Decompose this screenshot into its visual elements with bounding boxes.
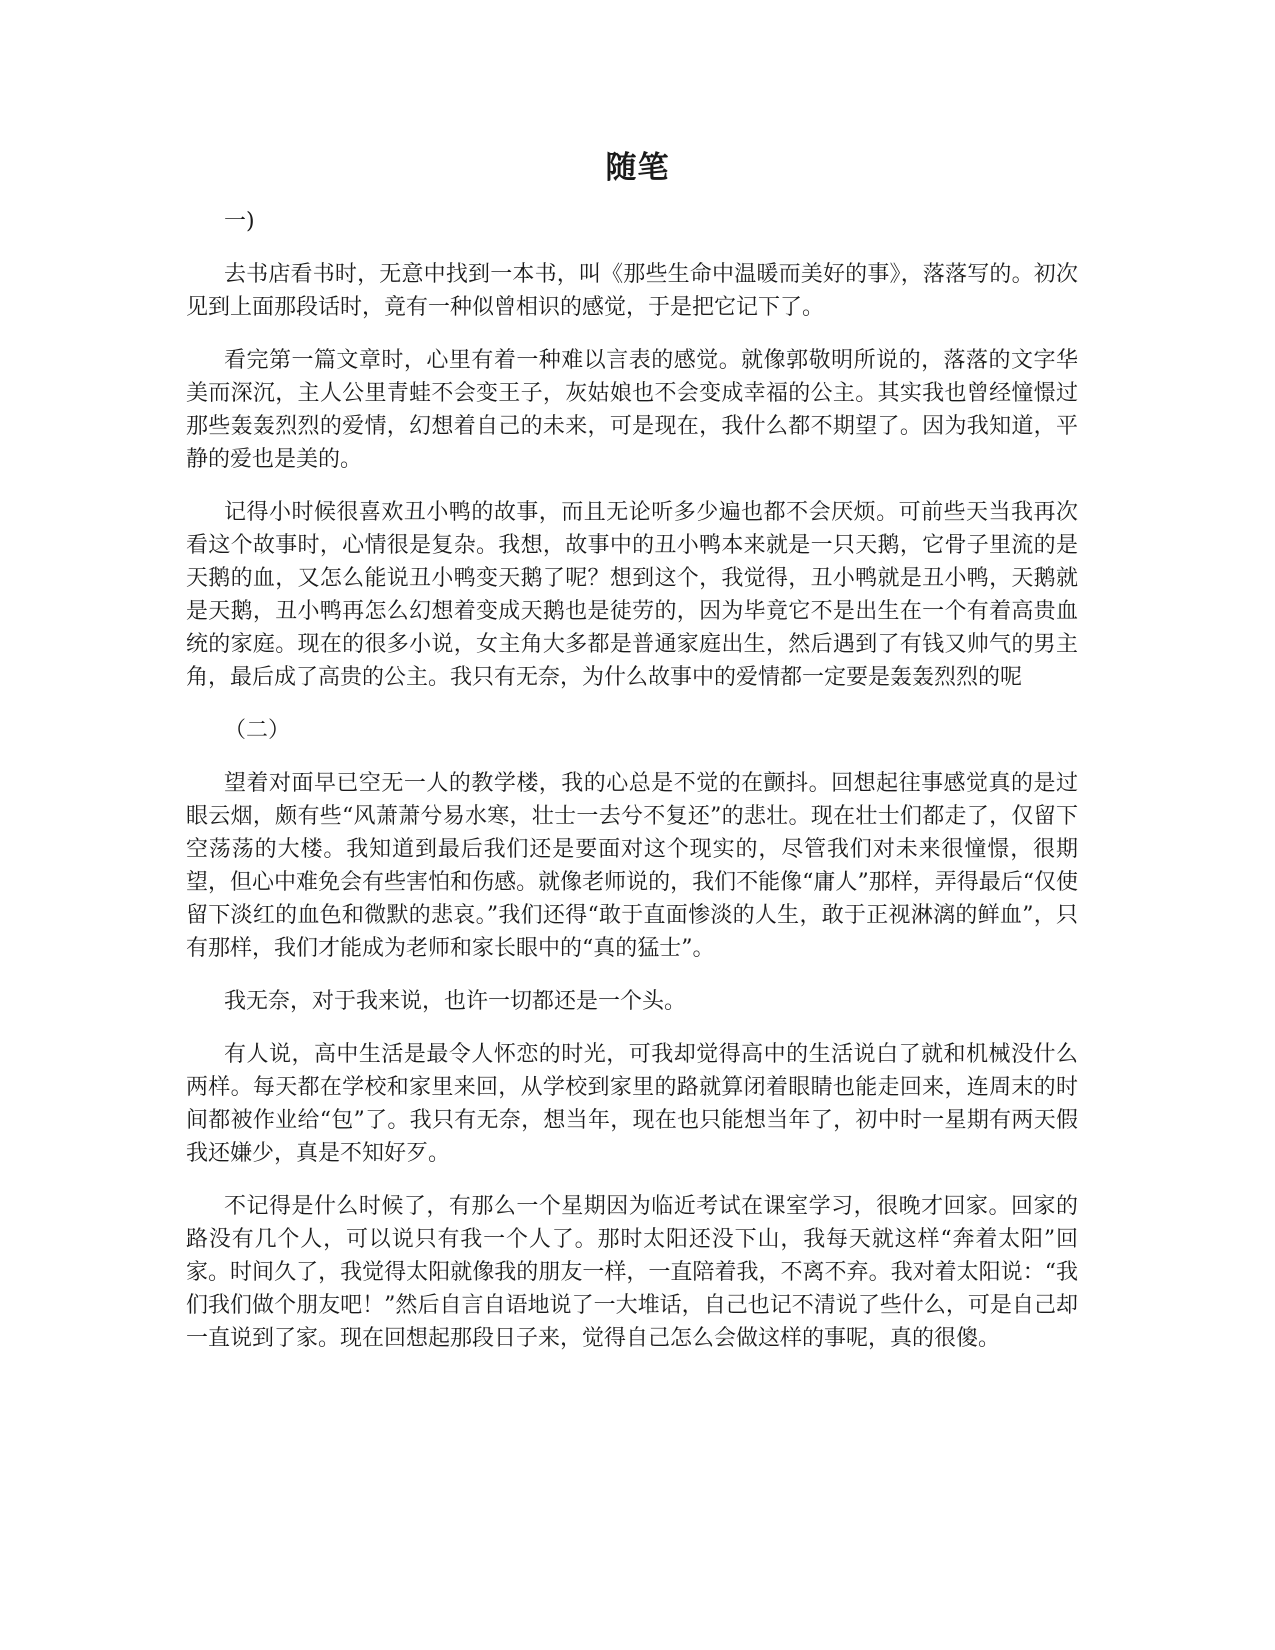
section-heading-1: 一) [224, 209, 255, 234]
paragraph-4: 望着对面早已空无一人的教学楼，我的心总是不觉的在颤抖。回想起往事感觉真的是过眼云烟，颇有些“风萧萧兮易水寒，壮士一去兮不复还”的悲壮。现在壮士们都走了，仅留下空荡荡的大楼。我知道到最后我们还是要面对这个现实的，尽管我们对未来很憧憬，很期望，但心中难免会有些害怕和伤感。就像老师说的，我们不能像“庸人”那样，弄得最后“仅使留下淡红的血色和微默的悲哀。”我们还得“敢于直面惨淡的人生，敢于正视淋漓的鲜血”，只有那样，我们才能成为老师和家长眼中的“真的猛士”。 [186, 771, 1078, 961]
document-title: 随笔 [605, 150, 670, 186]
paragraph-3: 记得小时候很喜欢丑小鸭的故事，而且无论听多少遍也都不会厌烦。可前些天当我再次看这个故事时，心情很是复杂。我想，故事中的丑小鸭本来就是一只天鹅，它骨子里流的是天鹅的血，又怎么能说丑小鸭变天鹅了呢？想到这个，我觉得，丑小鸭就是丑小鸭，天鹅就是天鹅，丑小鸭再怎么幻想着变成天鹅也是徒劳的，因为毕竟它不是出生在一个有着高贵血统的家庭。现在的很多小说，女主角大多都是普通家庭出生，然后遇到了有钱又帅气的男主角，最后成了高贵的公主。我只有无奈，为什么故事中的爱情都一定要是轰轰烈烈的呢 [186, 500, 1078, 690]
paragraph-5: 我无奈，对于我来说，也许一切都还是一个头。 [224, 989, 687, 1014]
paragraph-1: 去书店看书时，无意中找到一本书，叫《那些生命中温暖而美好的事》，落落写的。初次见到上面那段话时，竟有一种似曾相识的感觉，于是把它记下了。 [186, 262, 1078, 320]
document-body [186, 205, 1078, 1375]
paragraph-7: 不记得是什么时候了，有那么一个星期因为临近考试在课室学习，很晚才回家。回家的路没有几个人，可以说只有我一个人了。那时太阳还没下山，我每天就这样“奔着太阳”回家。时间久了，我觉得太阳就像我的朋友一样，一直陪着我，不离不弃。我对着太阳说：“我们我们做个朋友吧！”然后自言自语地说了一大堆话，自己也记不清说了些什么，可是自己却一直说到了家。现在回想起那段日子来，觉得自己怎么会做这样的事呢，真的很傻。 [186, 1194, 1078, 1351]
paragraph-6: 有人说，高中生活是最令人怀恋的时光，可我却觉得高中的生活说白了就和机械没什么两样。每天都在学校和家里来回，从学校到家里的路就算闭着眼睛也能走回来，连周末的时间都被作业给“包”了。我只有无奈，想当年，现在也只能想当年了，初中时一星期有两天假我还嫌少，真是不知好歹。 [186, 1042, 1078, 1166]
paragraph-2: 看完第一篇文章时，心里有着一种难以言表的感觉。就像郭敬明所说的，落落的文字华美而深沉，主人公里青蛙不会变王子，灰姑娘也不会变成幸福的公主。其实我也曾经憧憬过那些轰轰烈烈的爱情，幻想着自己的未来，可是现在，我什么都不期望了。因为我知道，平静的爱也是美的。 [186, 348, 1078, 472]
section-heading-2: （二） [224, 718, 291, 743]
